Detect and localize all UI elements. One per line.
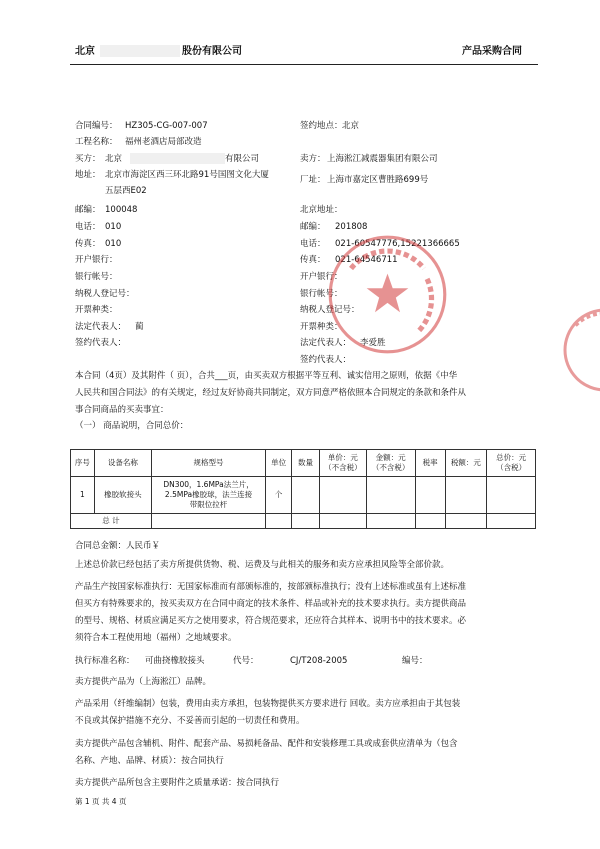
- cell-no: 1: [71, 477, 95, 514]
- seller-zip-label: 邮编：: [300, 222, 326, 232]
- page-number: 第 1 页 共 4 页: [75, 797, 127, 806]
- intro-line-2: 人民共和国合同法》的有关规定，经过友好协商共同制定，双方同意严格依照本合同规定的条款和条件从: [75, 388, 467, 398]
- buyer-address-line1: 北京市海淀区西三环北路91号国图文化大厦: [105, 170, 269, 180]
- company-name-right: 股份有限公司: [182, 46, 242, 57]
- buyer-label: 买方：: [75, 154, 101, 164]
- cell-tax-rate: [415, 477, 445, 514]
- table-header-row: [71, 450, 536, 477]
- header-rule: [70, 64, 538, 65]
- intro-line-3: 事合同商品的买卖事宜：: [75, 405, 169, 415]
- spec-line: 带限位拉杆: [189, 500, 228, 509]
- buyer-zip-label: 邮编：: [75, 205, 101, 215]
- buyer-address-label: 地址：: [75, 170, 101, 180]
- project: 福州老酒店局部改造: [125, 137, 202, 147]
- redacted-block: [100, 45, 180, 57]
- col-header: 税率: [415, 450, 445, 477]
- seller-legal-rep: 李爱胜: [360, 338, 386, 348]
- cell-tax: [445, 477, 487, 514]
- cell-amount: [366, 477, 415, 514]
- invoice-type-label: 开票种类：: [75, 305, 118, 315]
- seller-account-label: 银行帐号：: [300, 289, 343, 299]
- account-label: 银行帐号：: [75, 272, 118, 282]
- paragraph-quality: 卖方提供产品所包含主要附件之质量承诺：按合同执行: [75, 778, 280, 788]
- intro-line-1: 本合同（4页）及其附件（ 页），合共___页，由买卖双方根据平等互利、诚实信用之原则，依据《中华: [75, 371, 458, 381]
- col-header: 单位: [266, 450, 292, 477]
- partial-seal-stamp: [560, 305, 600, 395]
- seller-fax-label: 传真：: [300, 255, 326, 265]
- seller-label: 卖方：: [300, 154, 326, 164]
- buyer-fax: 010: [105, 239, 122, 249]
- cell-name: 橡胶软接头: [94, 477, 151, 514]
- paragraph-standard-2: 但买方有特殊要求的，按买卖双方在合同中商定的技术条件、样品或补充的技术要求执行。卖方提供商品: [75, 599, 467, 609]
- items-table: [70, 449, 536, 529]
- total-price: 合同总金额：人民币￥: [75, 541, 161, 551]
- col-header: 税额：元: [445, 450, 487, 477]
- seller-bank-label: 开户银行：: [300, 272, 343, 282]
- seller-invoice-type-label: 开票种类：: [300, 322, 343, 332]
- paragraph-price-scope: 上述总价款已经包括了卖方所提供货物、税、运费及与此相关的服务和卖方应承担风险等全部价款。: [75, 560, 450, 570]
- beijing-address-label: 北京地址：: [300, 205, 343, 215]
- table-total-row: [71, 514, 536, 529]
- seller-fax: 021-64546711: [335, 255, 398, 265]
- cell-unit-price: [320, 477, 367, 514]
- cell-qty: [292, 477, 320, 514]
- doc-type: 产品采购合同: [462, 46, 522, 57]
- paragraph-accessories-2: 名称、产地、品牌、材质）：按合同执行: [75, 756, 224, 766]
- sign-place-label: 签约地点：: [300, 121, 343, 131]
- col-header: 设备名称: [94, 450, 151, 477]
- cell-spec: [151, 477, 265, 514]
- seller-tel-label: 电话：: [300, 239, 326, 249]
- seller-agent-label: 签约代表人：: [300, 355, 352, 365]
- paragraph-standard-4: 须符合本工程使用地（福州）之地域要求。: [75, 633, 237, 643]
- contract-no-label: 合同编号：: [75, 121, 118, 131]
- seller-tax-id-label: 纳税人登记号：: [300, 305, 360, 315]
- paragraph-standard-3: 的型号、规格、材质应满足买方之使用要求，符合规范要求，还应符合其样本、说明书中的技术要求。必: [75, 616, 467, 626]
- legal-rep: 蔺: [135, 322, 144, 332]
- cell-total: [487, 477, 536, 514]
- buyer-tel-label: 电话：: [75, 222, 101, 232]
- total-label: 总 计: [71, 514, 152, 529]
- std-name: 可曲挠橡胶接头: [145, 656, 205, 666]
- redacted-block: [130, 153, 225, 164]
- seller-tel: 021-60547776,15221366665: [335, 239, 460, 249]
- col-header: 金额：元（不含税）: [366, 450, 415, 477]
- factory-address: 上海市嘉定区曹胜路699号: [327, 175, 429, 185]
- col-header: 数量: [292, 450, 320, 477]
- col-header: 序号: [71, 450, 95, 477]
- paragraph-standard-1: 产品生产按国家标准执行：无国家标准而有部颁标准的，按部颁标准执行；没有上述标准或虽有上述标准: [75, 582, 467, 592]
- col-header: 总价：元（含税）: [487, 450, 536, 477]
- project-label: 工程名称：: [75, 137, 118, 147]
- section-1-title: （一） 商品说明，合同总价：: [75, 421, 189, 431]
- bank-label: 开户银行：: [75, 255, 118, 265]
- table-row: [71, 477, 536, 514]
- paragraph-packaging-1: 产品采用（纤维编制）包装，费用由卖方承担，包装物提供买方要求进行 回收。卖方应承担由于其包装: [75, 699, 461, 709]
- paragraph-accessories-1: 卖方提供产品包含辅机、附件、配套产品、易损耗备品、配件和安装修理工具或成套供应清单为（包含: [75, 739, 458, 749]
- legal-rep-label: 法定代表人：: [75, 322, 127, 332]
- seller-legal-rep-label: 法定代表人：: [300, 338, 352, 348]
- code-label: 代号：: [233, 656, 259, 666]
- sign-place: 北京: [342, 121, 360, 131]
- company-name-left: 北京: [75, 46, 95, 57]
- agent-label: 签约代表人：: [75, 338, 127, 348]
- std-label: 执行标准名称：: [75, 656, 135, 666]
- buyer-prefix: 北京: [105, 154, 123, 164]
- seller-zip: 201808: [335, 222, 368, 232]
- tax-id-label: 纳税人登记号：: [75, 289, 135, 299]
- spec-line: DN300，1.6MPa法兰片，: [163, 480, 254, 489]
- number-label: 编号：: [402, 656, 428, 666]
- buyer-fax-label: 传真：: [75, 239, 101, 249]
- factory-label: 厂址：: [300, 175, 326, 185]
- buyer-zip: 100048: [105, 205, 138, 215]
- buyer-address-line2: 五层西E02: [105, 186, 147, 196]
- buyer-suffix: 有限公司: [225, 154, 260, 164]
- contract-no: HZ305-CG-007-007: [125, 121, 208, 131]
- col-header: 规格型号: [151, 450, 265, 477]
- brand-statement: 卖方提供产品为（上海淞江）品牌。: [75, 677, 212, 687]
- buyer-tel: 010: [105, 222, 122, 232]
- col-header: 单价：元（不含税）: [320, 450, 367, 477]
- company-seal-stamp: [325, 232, 450, 357]
- spec-line: 2.5MPa橡胶球，法兰连接: [164, 490, 253, 499]
- code-value: CJ/T208-2005: [290, 656, 348, 666]
- cell-unit: 个: [266, 477, 292, 514]
- seller: 上海淞江减震器集团有限公司: [327, 154, 438, 164]
- paragraph-packaging-2: 不良或其保护措施不充分、不妥善而引起的一切责任和费用。: [75, 716, 305, 726]
